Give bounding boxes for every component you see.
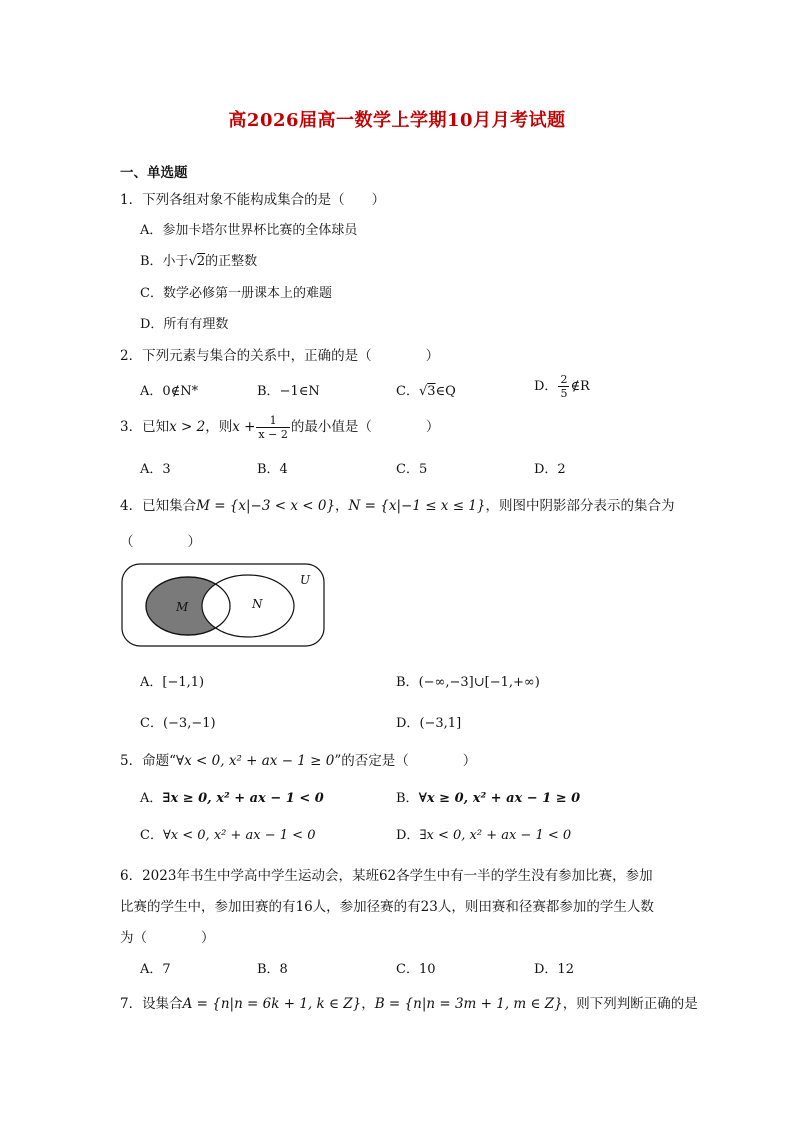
q2-option-a: A．0∉N* xyxy=(140,384,199,399)
q2-option-d: D． $\frac{2}{5}$ ∉R xyxy=(534,373,590,400)
q2-stem: 2．下列元素与集合的关系中，正确的是（ ） xyxy=(120,348,440,364)
q4-option-b: B．(−∞,−3]∪[−1,+∞) xyxy=(396,675,540,690)
q1-stem: 1．下列各组对象不能构成集合的是（ ） xyxy=(120,192,386,208)
q5-option-a: A．∃x ≥ 0, x² + ax − 1 < 0 xyxy=(140,791,324,806)
q6-option-d: D．12 xyxy=(534,962,574,977)
q5-option-c: C．∀x < 0, x² + ax − 1 < 0 xyxy=(140,828,316,843)
q6-stem-line-3: 为（ ） xyxy=(120,930,215,946)
q6-stem-line-1: 6．2023年书生中学高中学生运动会，某班62各学生中有一半的学生没有参加比赛，参加 xyxy=(120,868,653,884)
q6-option-a: A．7 xyxy=(140,962,171,977)
q1-option-a: A．参加卡塔尔世界杯比赛的全体球员 xyxy=(140,223,358,238)
q2-option-b: B．−1∈N xyxy=(257,384,320,399)
q1-option-c: C．数学必修第一册课本上的难题 xyxy=(140,286,332,301)
q2-option-c: C．√3∈Q xyxy=(396,384,456,399)
q6-stem-line-2: 比赛的学生中，参加田赛的有16人，参加径赛的有23人，则田赛和径赛都参加的学生人数 xyxy=(120,899,654,915)
q5-stem: 5．命题“∀x < 0, x² + ax − 1 ≥ 0”的否定是（ ） xyxy=(120,753,477,769)
page-title: 高2026届高一数学上学期10月月考试题 xyxy=(228,110,566,131)
q5-option-b: B．∀x ≥ 0, x² + ax − 1 ≥ 0 xyxy=(396,791,581,806)
q4-stem: 4．已知集合M = {x|−3 < x < 0}，N = {x|−1 ≤ x ≤ 1}，则图中阴影部分表示的集合为 xyxy=(120,498,675,514)
venn-diagram xyxy=(120,562,326,648)
q4-answer-paren: （ ） xyxy=(120,534,201,550)
universal-set-label: U xyxy=(300,573,311,587)
q4-option-c: C．(−3,−1) xyxy=(140,716,216,731)
q3-option-c: C．5 xyxy=(396,462,428,477)
set-m-label: M xyxy=(176,600,189,614)
q6-option-b: B．8 xyxy=(257,962,288,977)
q4-option-a: A．[−1,1) xyxy=(140,675,205,690)
set-n-label: N xyxy=(252,597,263,611)
q1-option-d: D．所有有理数 xyxy=(140,317,229,332)
q6-option-c: C．10 xyxy=(396,962,436,977)
q7-stem: 7．设集合A = {n|n = 6k + 1, k ∈ Z}，B = {n|n = 3m + 1, m ∈ Z}，则下列判断正确的是 xyxy=(120,996,698,1012)
q1-option-b: B．小于√2的正整数 xyxy=(140,254,258,269)
q3-option-b: B．4 xyxy=(257,462,288,477)
q4-option-d: D．(−3,1] xyxy=(396,716,462,731)
q3-option-d: D．2 xyxy=(534,462,566,477)
q3-option-a: A．3 xyxy=(140,462,171,477)
q3-stem: 3．已知x > 2，则x + $\frac{1}{x - 2}$ 的最小值是（ ） xyxy=(120,414,440,441)
q5-option-d: D．∃x < 0, x² + ax − 1 < 0 xyxy=(396,828,572,843)
section-heading: 一、单选题 xyxy=(120,165,188,181)
